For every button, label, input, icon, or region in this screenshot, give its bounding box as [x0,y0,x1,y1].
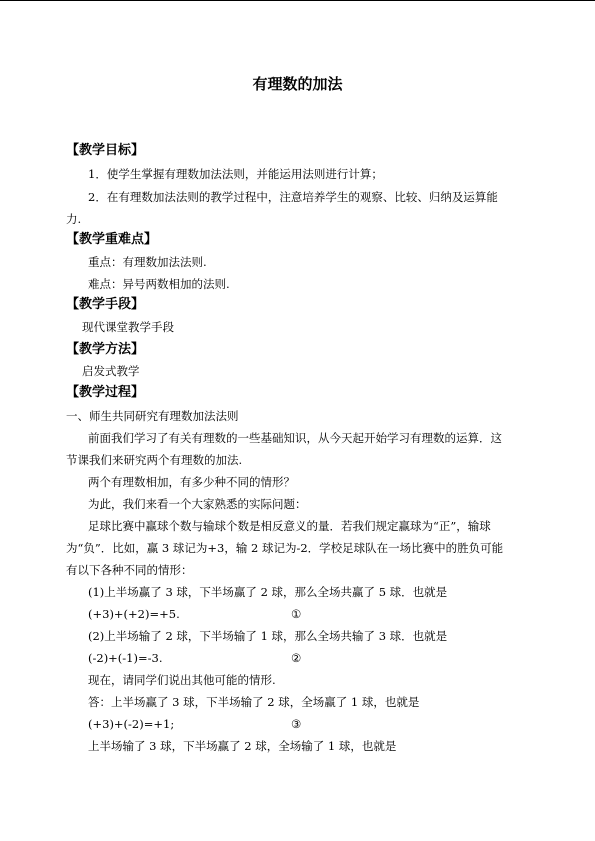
objectives-heading: 【教学目标】 [66,143,145,158]
paragraph-line: 有以下各种不同的情形： [66,563,193,577]
paragraph-line: 为此，我们来看一个大家熟悉的实际问题： [88,497,307,511]
page-top-rule [0,0,595,1]
process-subheading: 一、师生共同研究有理数加法法则 [66,409,239,423]
case-1-description: (1)上半场赢了 3 球，下半场赢了 2 球，那么全场共赢了 5 球．也就是 [88,585,448,599]
paragraph-line: 两个有理数相加，有多少种不同的情形？ [88,475,295,489]
objective-item-2: 2．在有理数加法法则的教学过程中，注意培养学生的观察、比较、归纳及运算能 [88,190,498,204]
equation-label: ② [291,651,302,665]
paragraph-line: 前面我们学习了有关有理数的一些基础知识，从今天起开始学习有理数的运算．这 [88,431,502,445]
equation-label: ① [291,607,302,621]
key-point-difficulty: 难点：异号两数相加的法则. [88,277,230,291]
key-points-heading: 【教学重难点】 [66,232,158,247]
case-2-description: (2)上半场输了 2 球，下半场输了 1 球，那么全场共输了 3 球．也就是 [88,629,448,643]
paragraph-line: 足球比赛中赢球个数与输球个数是相反意义的量．若我们规定赢球为“正”，输球 [88,519,491,533]
equation-expression: (+3)+(+2)=+5. [88,607,180,621]
key-point-emphasis: 重点：有理数加法法则. [88,255,207,269]
method-text: 启发式教学 [82,364,140,378]
means-heading: 【教学手段】 [66,297,145,312]
paragraph-line: 现在，请同学们说出其他可能的情形. [88,673,276,687]
paragraph-line: 节课我们来研究两个有理数的加法. [66,453,243,467]
method-heading: 【教学方法】 [66,342,145,357]
objective-item-1: 1．使学生掌握有理数加法法则，并能运用法则进行计算； [88,167,383,181]
means-text: 现代课堂教学手段 [82,320,174,334]
paragraph-line: 为“负”．比如，赢 3 球记为+3，输 2 球记为-2．学校足球队在一场比赛中的胜负可能 [66,541,504,555]
process-heading: 【教学过程】 [66,385,145,400]
document-title: 有理数的加法 [252,75,343,93]
answer-line: 答：上半场赢了 3 球，下半场输了 2 球，全场赢了 1 球，也就是 [88,695,420,709]
objective-item-2-continued: 力. [66,212,82,226]
equation-expression: (-2)+(-1)=-3. [88,651,163,665]
paragraph-line: 上半场输了 3 球，下半场赢了 2 球，全场输了 1 球，也就是 [88,739,397,753]
equation-label: ③ [291,717,302,731]
equation-expression: (+3)+(-2)=+1; [88,717,175,731]
